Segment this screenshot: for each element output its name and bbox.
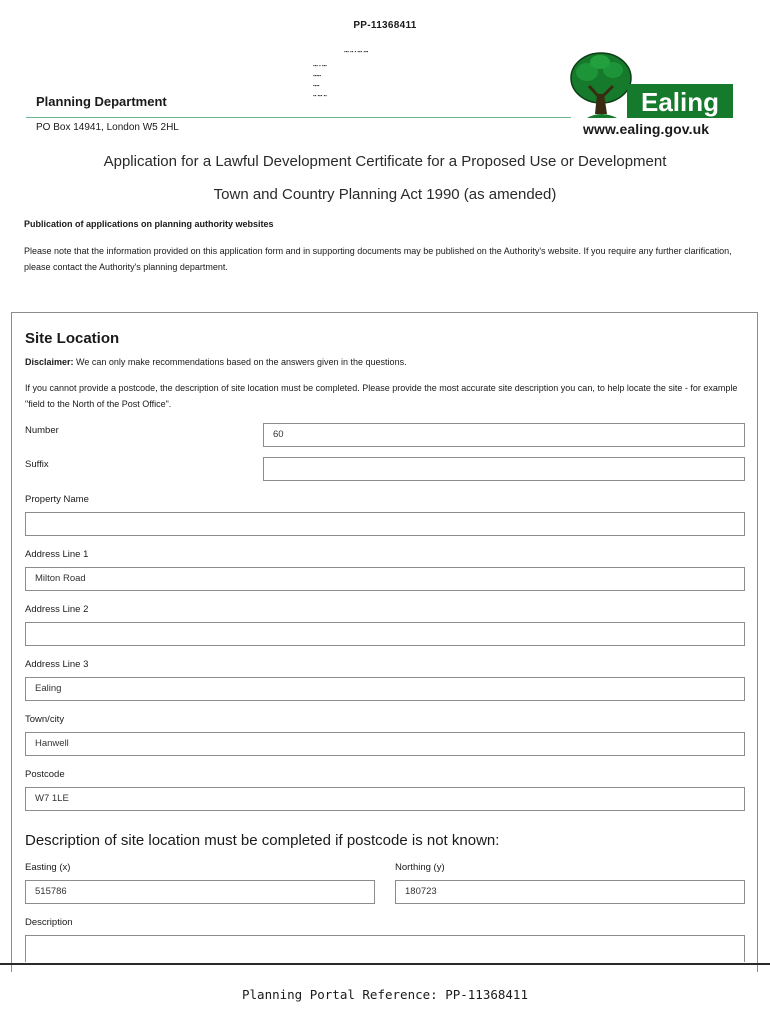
address-line-3-label: Address Line 3: [25, 659, 89, 670]
suffix-label: Suffix: [25, 459, 49, 470]
department-address: PO Box 14941, London W5 2HL: [36, 122, 179, 133]
address-line-1-field[interactable]: Milton Road: [25, 567, 745, 591]
received-stamp-line: ▪▪▪▪▪: [313, 73, 321, 78]
disclaimer-label: Disclaimer:: [25, 357, 74, 367]
easting-label: Easting (x): [25, 862, 71, 873]
reference-number-top: PP-11368411: [353, 20, 417, 31]
form-title: Application for a Lawful Development Certificate for a Proposed Use or Development: [103, 153, 667, 170]
property-name-field[interactable]: [25, 512, 745, 536]
received-stamp-line: ▪▪▪ ▪ ▪▪▪: [313, 63, 327, 68]
postcode-field[interactable]: W7 1LE: [25, 787, 745, 811]
number-label: Number: [25, 425, 59, 436]
description-label: Description: [25, 917, 73, 928]
disclaimer-text: We can only make recommendations based on the answers given in the questions.: [76, 357, 407, 367]
tree-icon: [571, 53, 631, 118]
received-stamp-line: ▪▪▪ ▪▪ ▪ ▪▪▪ ▪▪▪: [344, 49, 369, 54]
page-break-line: [0, 963, 770, 965]
suffix-field[interactable]: [263, 457, 745, 481]
received-stamp-line: ▪▪ ▪▪▪ ▪▪: [313, 93, 327, 98]
address-line-2-label: Address Line 2: [25, 604, 89, 615]
number-field[interactable]: 60: [263, 423, 745, 447]
address-line-1-label: Address Line 1: [25, 549, 89, 560]
postcode-note: If you cannot provide a postcode, the description of site location must be completed. Please provide the most accurate site description you can, to help locate the site - for example "field to the North of the Post Office".: [25, 383, 738, 409]
address-line-2-field[interactable]: [25, 622, 745, 646]
address-line-3-field[interactable]: Ealing: [25, 677, 745, 701]
logo-wordmark: Ealing: [640, 87, 720, 117]
ealing-council-logo: [567, 48, 737, 122]
northing-field[interactable]: 180723: [395, 880, 745, 904]
publication-text: Please note that the information provided on this application form and in supporting documents may be published on the Authority's website. If you require any further clarification, please contact the Authority's planning department.: [24, 246, 732, 272]
disclaimer: [25, 355, 745, 371]
property-name-label: Property Name: [25, 494, 89, 505]
footer-reference: Planning Portal Reference: PP-11368411: [242, 987, 528, 1002]
town-city-label: Town/city: [25, 714, 65, 725]
description-heading: Description of site location must be completed if postcode is not known:: [25, 832, 500, 849]
department-name: Planning Department: [36, 94, 167, 109]
header-divider: [26, 117, 571, 118]
received-stamp-line: ▪▪▪▪: [313, 83, 320, 88]
town-city-field[interactable]: Hanwell: [25, 732, 745, 756]
postcode-label: Postcode: [25, 769, 65, 780]
form-subtitle: Town and Country Planning Act 1990 (as amended): [213, 186, 557, 203]
description-field[interactable]: [25, 935, 745, 962]
section-title: Site Location: [25, 330, 120, 347]
publication-heading: Publication of applications on planning authority websites: [24, 219, 274, 229]
northing-label: Northing (y): [395, 862, 445, 873]
easting-field[interactable]: 515786: [25, 880, 375, 904]
council-website[interactable]: www.ealing.gov.uk: [583, 121, 710, 137]
